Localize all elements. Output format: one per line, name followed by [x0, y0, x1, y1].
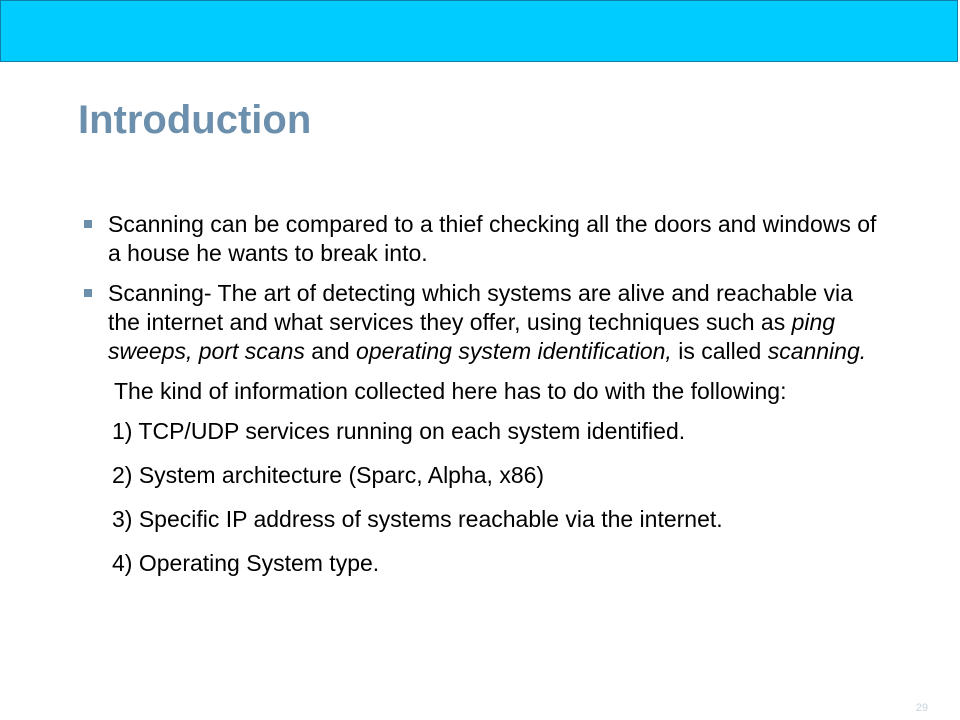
numbered-item: 2) System architecture (Sparc, Alpha, x86): [112, 462, 545, 488]
slide-title: Introduction: [78, 98, 312, 142]
numbered-item: 3) Specific IP address of systems reachable via the internet.: [112, 506, 723, 532]
intro-paragraph-text: The kind of information collected here has to do with the following:: [114, 378, 787, 404]
page-number: 29: [915, 702, 928, 714]
bullet-text-part: is called: [671, 338, 768, 364]
numbered-item: 4) Operating System type.: [112, 550, 380, 576]
square-bullet-icon: [84, 289, 92, 297]
bullet-text-part: and: [304, 338, 357, 364]
intro-paragraph: [80, 377, 880, 406]
bullet-text-emphasis: scanning.: [767, 338, 867, 364]
bullet-text-emphasis: operating system identification,: [356, 338, 672, 364]
slide-content: [80, 210, 880, 593]
header-bar: [0, 0, 958, 62]
bullet-item: [80, 279, 880, 366]
numbered-item: 1) TCP/UDP services running on each system identified.: [112, 418, 686, 444]
bullet-text-part: Scanning- The art of detecting which systems are alive and reachable via the internet and what services they offer, using techniques such as: [108, 280, 853, 335]
bullet-text: Scanning can be compared to a thief checking all the doors and windows of a house he wants to break into.: [108, 211, 877, 266]
bullet-text-emphasis: ping sweeps, port scans: [108, 309, 836, 364]
square-bullet-icon: [84, 220, 92, 228]
bullet-item: [80, 210, 880, 268]
